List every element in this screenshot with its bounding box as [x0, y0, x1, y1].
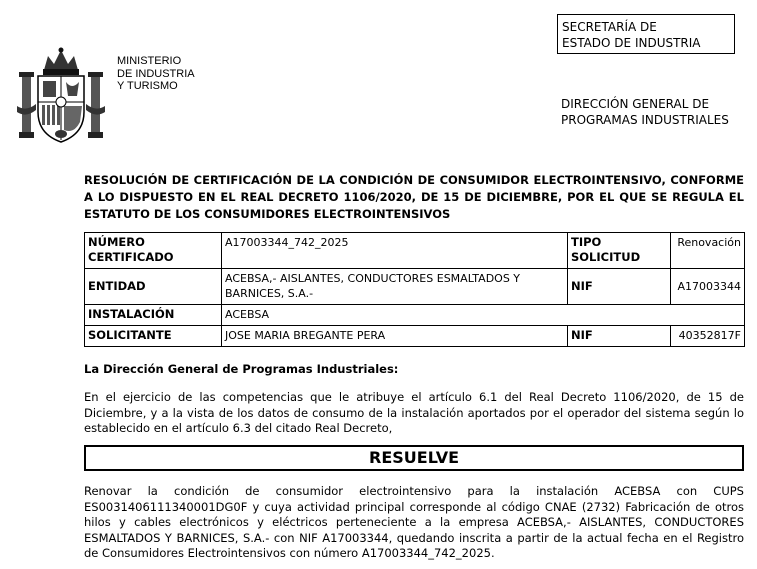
direction-line: DIRECCIÓN GENERAL DE	[561, 97, 710, 111]
table-row	[85, 326, 745, 347]
entidad-nif: A17003344	[671, 269, 745, 305]
document-title: RESOLUCIÓN DE CERTIFICACIÓN DE LA CONDICIÓN DE CONSUMIDOR ELECTROINTENSIVO, CONFORME A LO DISPUESTO EN EL REAL DECRETO 1106/2020, DE 15 DE DICIEMBRE, POR EL QUE SE REGULA EL ESTATUTO DE LOS CONSUMIDORES ELECTROINTENSIVOS	[84, 173, 744, 221]
direction-line: PROGRAMAS INDUSTRIALES	[561, 113, 729, 127]
certificate-table	[84, 232, 745, 347]
dg-heading: La Dirección General de Programas Industriales:	[84, 362, 399, 376]
resuelve-heading: RESUELVE	[84, 445, 744, 471]
numero-value: A17003344_742_2025	[222, 233, 568, 269]
instalacion-value: ACEBSA	[222, 305, 745, 326]
nif-label: NIF	[568, 269, 671, 305]
tipo-value: Renovación	[671, 233, 745, 269]
solicitante-value: JOSE MARIA BREGANTE PERA	[222, 326, 568, 347]
ministry-line: Y TURISMO	[117, 80, 178, 92]
paragraph-resolucion: Renovar la condición de consumidor electrointensivo para la instalación ACEBSA con CUPS ES0031406111340001DG0F y cuya actividad principal corresponde al código CNAE (2732) Fabricación de otros hilos y cables electrónicos y eléctricos perteneciente a la empresa ACEBSA,- AISLANTES, CONDUCTORES ESMALTADOS Y BARNICES, S.A.- con NIF A17003344, quedando inscrita a partir de la actual fecha en el Registro de Consumidores Electrointensivos con número A17003344_742_2025.	[84, 484, 744, 560]
solicitante-nif: 40352817F	[671, 326, 745, 347]
direction-general	[561, 96, 729, 128]
ministry-line: DE INDUSTRIA	[117, 67, 195, 80]
solicitante-label: SOLICITANTE	[85, 326, 222, 347]
numero-label: NÚMERO CERTIFICADO	[85, 233, 222, 269]
instalacion-label: INSTALACIÓN	[85, 305, 222, 326]
ministry-line: MINISTERIO	[117, 55, 182, 67]
table-row	[85, 269, 745, 305]
secretariat-box	[557, 14, 735, 54]
nif-label: NIF	[568, 326, 671, 347]
entidad-value: ACEBSA,- AISLANTES, CONDUCTORES ESMALTADOS Y BARNICES, S.A.-	[222, 269, 568, 305]
tipo-label: TIPO SOLICITUD	[568, 233, 671, 269]
table-row	[85, 305, 745, 326]
coat-of-arms-icon	[14, 46, 108, 146]
ministry-name	[117, 55, 195, 93]
secretariat-line: ESTADO DE INDUSTRIA	[562, 36, 701, 50]
table-row	[85, 233, 745, 269]
paragraph-competencias: En el ejercicio de las competencias que le atribuye el artículo 6.1 del Real Decreto 1106/2020, de 15 de Diciembre, y a la vista de los datos de consumo de la instalación aportados por el operador del sistema según lo establecido en el artículo 6.3 del citado Real Decreto,	[84, 390, 744, 435]
secretariat-line: SECRETARÍA DE	[562, 20, 657, 34]
entidad-label: ENTIDAD	[85, 269, 222, 305]
